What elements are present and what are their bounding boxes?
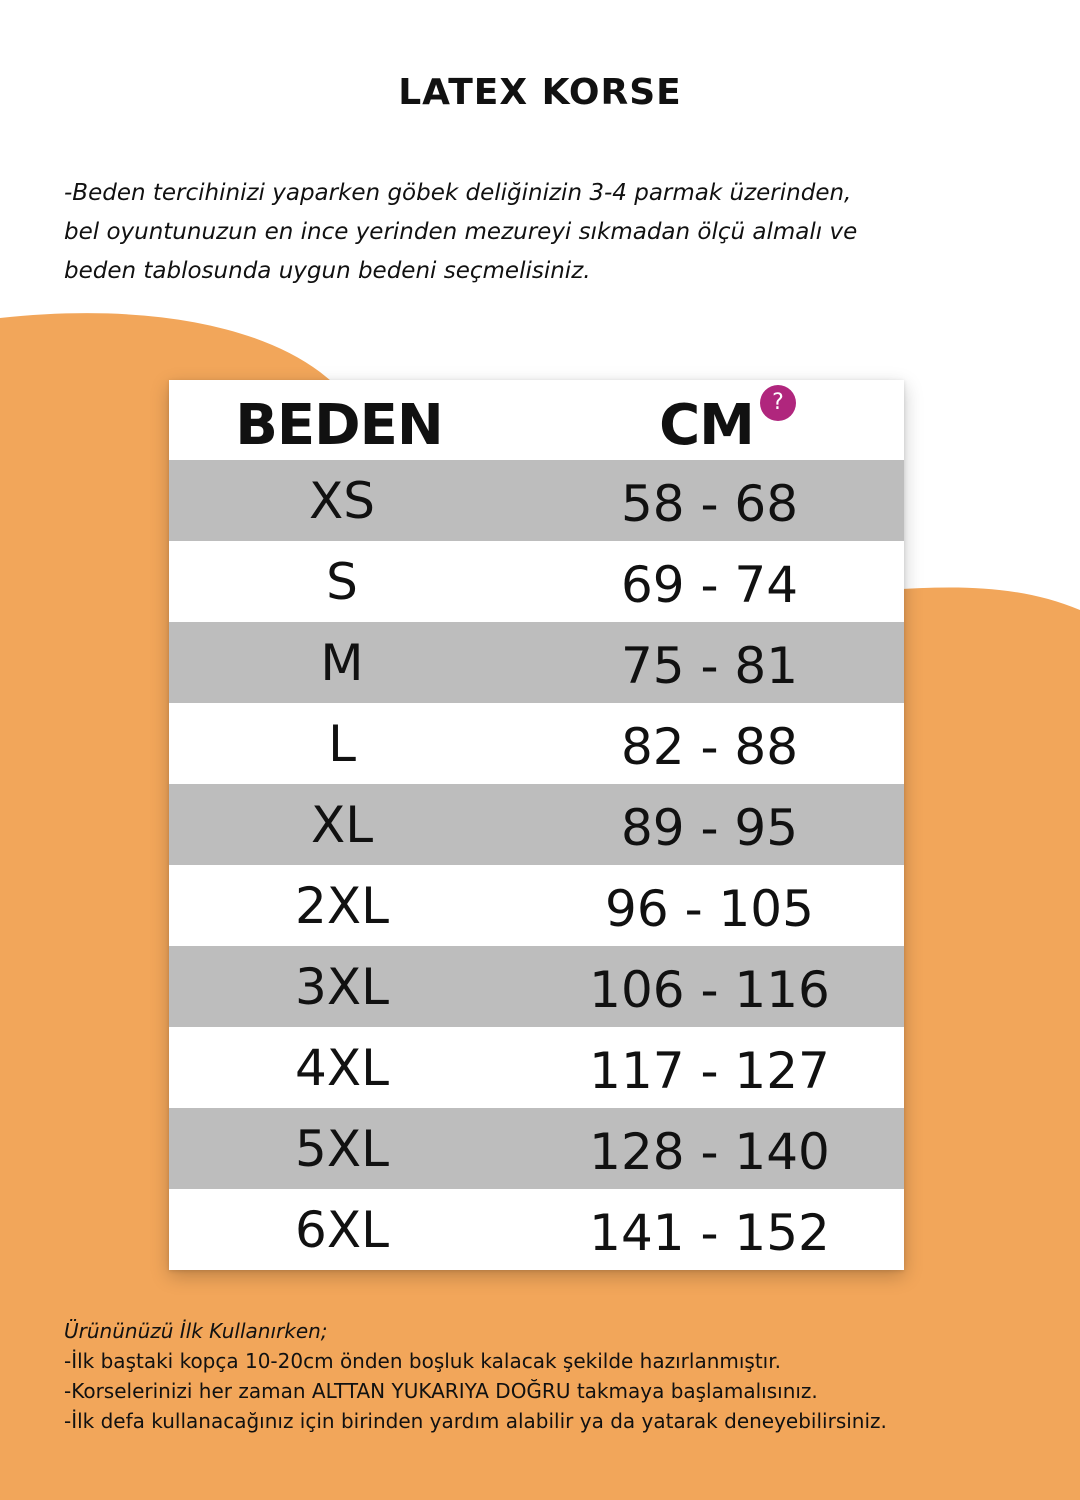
- cm-cell: 128 - 140: [589, 1122, 830, 1181]
- cm-cell: 82 - 88: [620, 717, 799, 776]
- size-cell: XL: [310, 795, 374, 854]
- intro-line: bel oyuntunuzun en ince yerinden mezureyi sıkmadan ölçü almalı ve: [64, 219, 858, 245]
- table-row: [169, 865, 904, 946]
- intro-line: -Beden tercihinizi yaparken göbek deliğinizin 3-4 parmak üzerinden,: [64, 180, 852, 206]
- table-row: [169, 1108, 904, 1189]
- cm-cell: 75 - 81: [620, 636, 799, 695]
- table-row: [169, 541, 904, 622]
- table-body: [169, 460, 904, 1270]
- notes-line: -İlk baştaki kopça 10-20cm önden boşluk kalacak şekilde hazırlanmıştır.: [64, 1349, 781, 1373]
- table-row: [169, 460, 904, 541]
- table-row: [169, 1189, 904, 1270]
- intro-text: [64, 174, 1044, 291]
- header-beden: BEDEN: [235, 392, 443, 458]
- intro-line: beden tablosunda uygun bedeni seçmelisiniz.: [64, 258, 591, 284]
- table-header: [169, 380, 904, 460]
- help-icon[interactable]: ?: [760, 385, 796, 421]
- header-cm-label: CM: [659, 392, 754, 458]
- size-cell: M: [320, 633, 364, 692]
- notes-line: -Korselerinizi her zaman ALTTAN YUKARIYA DOĞRU takmaya başlamalısınız.: [64, 1379, 818, 1403]
- size-cell: L: [328, 714, 356, 773]
- size-cell: 4XL: [295, 1038, 389, 1097]
- size-table: [169, 380, 904, 1270]
- header-cm: [509, 383, 904, 458]
- usage-notes: [64, 1316, 1064, 1436]
- size-cell: XS: [309, 471, 375, 530]
- cm-cell: 69 - 74: [620, 555, 799, 614]
- table-row: [169, 1027, 904, 1108]
- table-row: [169, 622, 904, 703]
- table-row: [169, 784, 904, 865]
- size-cell: 6XL: [295, 1200, 389, 1259]
- size-cell: 2XL: [295, 876, 389, 935]
- cm-cell: 89 - 95: [620, 798, 799, 857]
- size-cell: 3XL: [295, 957, 389, 1016]
- cm-cell: 58 - 68: [620, 474, 799, 533]
- notes-line: -İlk defa kullanacağınız için birinden yardım alabilir ya da yatarak deneyebilirsiniz.: [64, 1409, 887, 1433]
- size-cell: 5XL: [295, 1119, 389, 1178]
- cm-cell: 96 - 105: [605, 879, 814, 938]
- cm-cell: 106 - 116: [589, 960, 830, 1019]
- table-row: [169, 703, 904, 784]
- notes-heading: Ürününüzü İlk Kullanırken;: [64, 1319, 328, 1343]
- table-row: [169, 946, 904, 1027]
- cm-cell: 117 - 127: [589, 1041, 830, 1100]
- page-title: LATEX KORSE: [398, 72, 682, 113]
- size-cell: S: [326, 552, 358, 611]
- cm-cell: 141 - 152: [589, 1203, 830, 1262]
